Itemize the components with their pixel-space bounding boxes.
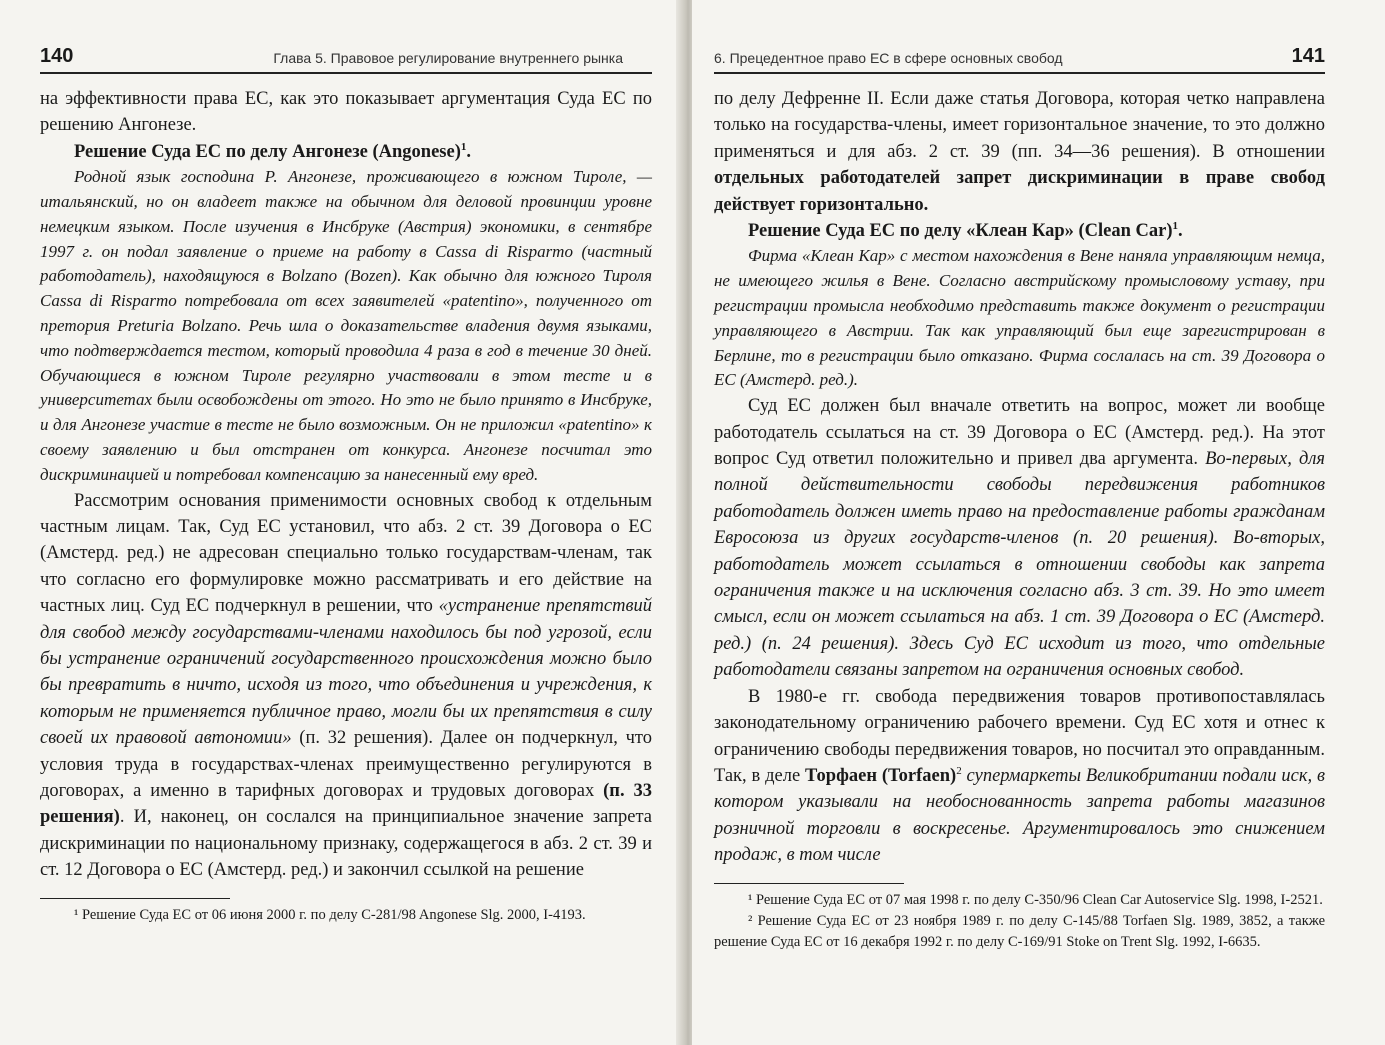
footnote-divider	[714, 883, 904, 884]
paragraph: В 1980-е гг. свобода передвижения товаров противопоставлялась законодательному ограничению рабочего времени. Суд ЕС хотя и отнес к ограничению свободы передвижения товаров, но посчитал это оправданным. Так, в деле Торфаен (Torfaen)$^2$ супермаркеты Великобритании подали иск, в котором указывали на необоснованность запрета работы магазинов розничной торговли в воскресенье. Аргументировалось это снижением продаж, в том числе	[714, 686, 1325, 866]
footnotes	[714, 890, 1325, 953]
right-page-body	[714, 86, 1325, 953]
case-summary: Родной язык господина Р. Ангонезе, проживающего в южном Тироле, — итальянский, но он владеет также на обычном для деловой провинции уровне немецким языком. После изучения в Инсбруке (Австрия) экономики, в сентябре 1997 г. он подал заявление о приеме на работу в Cassa di Risparmo (частный работодатель), находящуюся в Bolzano (Bozen). Как обычно для южного Тироля Cassa di Risparmo потребовала от всех заявителей «patentino», полученного от претория Preturia Bolzano. Речь шла о доказательстве владения двумя языками, что подтверждается тестом, который проводила 4 раза в год в течение 30 дней. Обучающиеся в южном Тироле регулярно участвовали в этом тесте и в университетах были освобождены от этого. Но это не было принято в Инсбруке, и для Ангонезе участие в тесте не было возможным. Он не приложил «patentino» к своему заявлению и был отстранен от конкурса. Ангонезе посчитал это дискриминацией и потребовал компенсацию за нанесенный ему вред.	[40, 167, 652, 484]
left-page-body	[40, 86, 652, 926]
case-heading: Решение Суда ЕС по делу «Клеан Кар» (Clean Car)$^1$.	[748, 219, 1183, 242]
footnotes	[40, 905, 652, 926]
quote: «устранение препятствий для свобод между государствами-членами находилось бы под угрозой, если бы устранение ограничений государственного происхождения можно было бы превратить в ничто, исходя из того, что объединения и учреждения, к которым не применяется публичное право, могли бы их препятствия в силу своей их правовой автономии»	[40, 596, 652, 749]
paragraph: на эффективности права ЕС, как это показывает аргументация Суда ЕС по решению Ангонезе.	[40, 89, 652, 136]
paragraph: Суд ЕС должен был вначале ответить на вопрос, может ли вообще работодатель ссылаться на ст. 39 Договора о ЕС (Амстерд. ред.). На этот вопрос Суд ответил положительно и привел два аргумента. Во-первых, для полной действительности свободы передвижения работников работодатель должен иметь право на предоставление работы гражданам Евросоюза из других государств-членов (п. 20 решения). Во-вторых, работодатель может ссылаться в отношении свободы как запрета ограничения также и на исключения согласно абз. 3 ст. 39. Но это имеет смысл, если он может ссылаться на абз. 1 ст. 39 Договора о ЕС (Амстерд. ред.) (п. 24 решения). Здесь Суд ЕС исходит из того, что отдельные работодатели связаны запретом на ограничения основных свобод.	[714, 396, 1325, 681]
footnote-divider	[40, 898, 230, 899]
paragraph: по делу Дефренне II. Если даже статья Договора, которая четко направлена только на государства-члены, имеет горизонтальное значение, то это должно применяться и для абз. 2 ст. 39 (пп. 34—36 решения). В отношении отдельных работодателей запрет дискриминации в праве свобод действует горизонтально.	[714, 89, 1325, 215]
footnote-ref: 1	[1172, 219, 1179, 232]
footnote: ² Решение Суда ЕС от 23 ноября 1989 г. по делу C-145/88 Torfaen Slg. 1989, 3852, а также решение Суда ЕС от 16 декабря 1992 г. по делу C-169/91 Stoke on Trent Slg. 1992, I-6635.	[714, 912, 1325, 950]
paragraph: Рассмотрим основания применимости основных свобод к отдельным частным лицам. Так, Суд ЕС установил, что абз. 2 ст. 39 Договора о ЕС (Амстерд. ред.) не адресован специально только государствам-членам, так что согласно его формулировке можно рассматривать и его действие на частных лиц. Суд ЕС подчеркнул в решении, что «устранение препятствий для свобод между государствами-членами находилось бы под угрозой, если бы устранение ограничений государственного происхождения можно было бы превратить в ничто, исходя из того, что объединения и учреждения, к которым не применяется публичное право, могли бы их препятствия в силу своей их правовой автономии» (п. 32 решения). Далее он подчеркнул, что условия труда в государствах-членах преимущественно регулируются в договорах, а именно в тарифных договорах и трудовых договорах (п. 33 решения). И, наконец, он сослался на принципиальное значение запрета дискриминации по национальному признаку, содержащегося в абз. 2 ст. 39 и ст. 12 Договора о ЕС (Амстерд. ред.) и закончил ссылкой на решение	[40, 490, 653, 881]
footnote-ref: 2	[956, 764, 962, 777]
page-number: 140	[40, 45, 74, 67]
left-page-header	[40, 40, 652, 74]
running-head: 6. Прецедентное право ЕС в сфере основных свобод	[714, 50, 1063, 66]
right-page-header	[714, 40, 1325, 74]
case-heading: Решение Суда ЕС по делу Ангонезе (Angonese)$^1$.	[74, 140, 472, 162]
page-number: 141	[1291, 45, 1325, 67]
footnote: ¹ Решение Суда ЕС от 07 мая 1998 г. по делу C-350/96 Clean Car Autoservice Slg. 1998, I-2521.	[748, 891, 1323, 908]
running-head: Глава 5. Правовое регулирование внутреннего рынка	[273, 50, 623, 66]
left-page	[0, 0, 682, 1045]
right-page	[692, 0, 1385, 1045]
case-summary: Фирма «Клеан Кар» с местом нахождения в Вене наняла управляющим немца, не имеющего жилья в Вене. Согласно австрийскому промысловому уставу, при регистрации промысла необходимо представить также документ о регистрации управляющего в Австрии. Так как управляющий был еще зарегистрирован в Берлине, то в регистрации было отказано. Фирма сослалась на ст. 39 Договора о ЕС (Амстерд. ред.).	[714, 246, 1325, 390]
footnote: ¹ Решение Суда ЕС от 06 июня 2000 г. по делу C-281/98 Angonese Slg. 2000, I-4193.	[74, 906, 586, 923]
footnote-ref: 1	[460, 140, 467, 153]
